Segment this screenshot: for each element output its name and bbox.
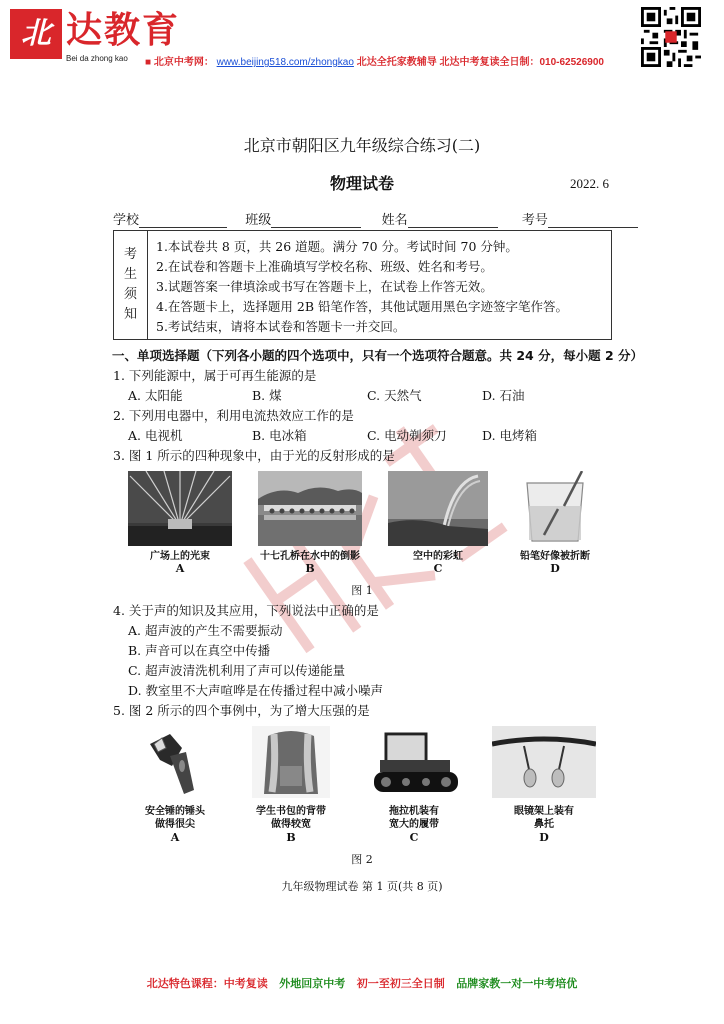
- exam-date: 2022. 6: [570, 176, 609, 191]
- field-school-label: 学校: [113, 213, 140, 228]
- question-1-option-c[interactable]: C. 天然气: [367, 388, 422, 403]
- bottom-banner: [0, 975, 724, 991]
- question-2-option-a[interactable]: A. 电视机: [128, 428, 183, 443]
- notice-list: [156, 237, 568, 337]
- field-class-line[interactable]: [271, 213, 361, 228]
- q5-caption-d: [494, 805, 594, 831]
- q3-label-b: B: [305, 562, 315, 575]
- logo-text: 达教育: [66, 9, 181, 51]
- q5-label-c: C: [409, 831, 419, 844]
- site-label: 北京中考网：: [153, 57, 214, 68]
- question-2-option-b[interactable]: B. 电冰箱: [252, 428, 307, 443]
- rainbow-photo: [388, 471, 488, 546]
- notice-item: 2.在试卷和答题卡上准确填写学校名称、班级、姓名和考号。: [156, 259, 493, 274]
- notice-item: 4.在答题卡上，选择题用 2B 铅笔作答，其他试题用黑色字迹签字笔作答。: [156, 299, 569, 314]
- question-2-stem: 2. 下列用电器中，利用电流热效应工作的是: [113, 408, 354, 423]
- exam-title: 北京市朝阳区九年级综合练习(二): [243, 136, 481, 155]
- q5-caption-b-line: 做得较宽: [271, 819, 311, 830]
- qr-code-icon: [641, 7, 701, 67]
- q5-caption-a: [125, 805, 225, 831]
- notice-box: [113, 230, 612, 340]
- header-tagline: 北达全托家教辅导 北达中考复读全日制：010-62526900: [356, 57, 604, 68]
- question-4-stem: 4. 关于声的知识及其应用，下列说法中正确的是: [113, 603, 379, 618]
- info-fields: [113, 209, 638, 228]
- question-3-stem: 3. 图 1 所示的四种现象中，由于光的反射形成的是: [113, 448, 395, 463]
- question-4-option-d[interactable]: D. 教室里不大声喧哗是在传播过程中减小噪声: [128, 683, 384, 698]
- exam-subject: 物理试卷: [329, 174, 394, 193]
- question-1-option-a[interactable]: A. 太阳能: [128, 388, 183, 403]
- tractor-photo: [366, 726, 462, 798]
- q3-label-a: A: [175, 562, 185, 575]
- field-name-line[interactable]: [408, 213, 498, 228]
- notice-item: 3.试题答案一律填涂或书写在答题卡上，在试卷上作答无效。: [156, 279, 493, 294]
- q5-caption-b-line: 学生书包的背带: [256, 806, 326, 817]
- q3-caption-d: 铅笔好像被折断: [520, 551, 590, 562]
- banner-course: 北达特色课程：中考复读: [146, 977, 268, 990]
- figure-2-label: 图 2: [351, 853, 373, 866]
- glasses-nosepad-photo: [492, 726, 596, 798]
- page-footer: 九年级物理试卷 第 1 页(共 8 页): [281, 880, 443, 893]
- site-link[interactable]: www.beijing518.com/zhongkao: [216, 57, 354, 68]
- q5-caption-c-line: 宽大的履带: [389, 819, 439, 830]
- q5-caption-c-line: 拖拉机装有: [389, 806, 439, 817]
- banner-fulltime: 初一至初三全日制: [356, 977, 445, 990]
- question-5-stem: 5. 图 2 所示的四个事例中，为了增大压强的是: [113, 703, 370, 718]
- notice-heading-char: 生: [123, 267, 137, 282]
- field-name-label: 姓名: [381, 213, 408, 228]
- q5-caption-d-line: 眼镜架上装有: [514, 806, 574, 817]
- light-beams-photo: [128, 471, 232, 546]
- field-school-line[interactable]: [139, 213, 227, 228]
- field-class-label: 班级: [245, 213, 272, 228]
- q5-label-a: A: [170, 831, 180, 844]
- banner-tutor: 品牌家教一对一中考培优: [456, 977, 578, 990]
- q3-caption-a: 广场上的光束: [150, 551, 210, 562]
- notice-heading-char: 考: [123, 247, 137, 262]
- bridge-reflection-photo: [258, 471, 362, 546]
- bullet-square-icon: ■: [145, 57, 152, 68]
- safety-hammer-photo: [140, 726, 210, 796]
- figure-1-label: 图 1: [351, 584, 373, 597]
- question-2-option-c[interactable]: C. 电动剃须刀: [367, 428, 447, 443]
- q5-label-d: D: [539, 831, 549, 844]
- field-id-line[interactable]: [548, 213, 638, 228]
- notice-item: 1.本试卷共 8 页，共 26 道题。满分 70 分。考试时间 70 分钟。: [156, 239, 518, 254]
- q3-label-d: D: [550, 562, 560, 575]
- q5-caption-d-line: 鼻托: [534, 819, 554, 830]
- q3-label-c: C: [433, 562, 443, 575]
- section-heading: 一、单项选择题（下列各小题的四个选项中，只有一个选项符合题意。共 24 分，每小题 2 分）: [112, 348, 644, 363]
- question-4-option-b[interactable]: B. 声音可以在真空中传播: [128, 643, 271, 658]
- question-4-option-a[interactable]: A. 超声波的产生不需要振动: [128, 623, 283, 638]
- q5-label-b: B: [286, 831, 296, 844]
- q3-caption-c: 空中的彩虹: [413, 551, 463, 562]
- q5-caption-a-line: 做得很尖: [155, 819, 195, 830]
- question-1-option-d[interactable]: D. 石油: [482, 388, 525, 403]
- question-1-option-b[interactable]: B. 煤: [252, 388, 282, 403]
- header-line: [145, 53, 604, 68]
- notice-heading-char: 须: [123, 287, 137, 302]
- q3-caption-b: 十七孔桥在水中的倒影: [260, 551, 360, 562]
- logo-pinyin: Bei da zhong kao: [66, 54, 128, 63]
- q5-caption-b: [236, 805, 346, 831]
- question-1-stem: 1. 下列能源中，属于可再生能源的是: [113, 368, 317, 383]
- question-4-option-c[interactable]: C. 超声波清洗机利用了声可以传递能量: [128, 663, 346, 678]
- banner-return: 外地回京中考: [279, 977, 346, 990]
- notice-item: 5.考试结束，请将本试卷和答题卡一并交回。: [156, 319, 406, 334]
- q5-caption-a-line: 安全锤的锤头: [145, 806, 205, 817]
- logo-mark: 北: [10, 9, 62, 59]
- field-id-label: 考号: [521, 213, 548, 228]
- pencil-in-glass-photo: [512, 471, 598, 546]
- notice-heading-char: 知: [123, 307, 137, 322]
- q5-caption-c: [364, 805, 464, 831]
- schoolbag-photo: [252, 726, 330, 798]
- question-2-option-d[interactable]: D. 电烤箱: [482, 428, 538, 443]
- notice-heading: [114, 231, 148, 339]
